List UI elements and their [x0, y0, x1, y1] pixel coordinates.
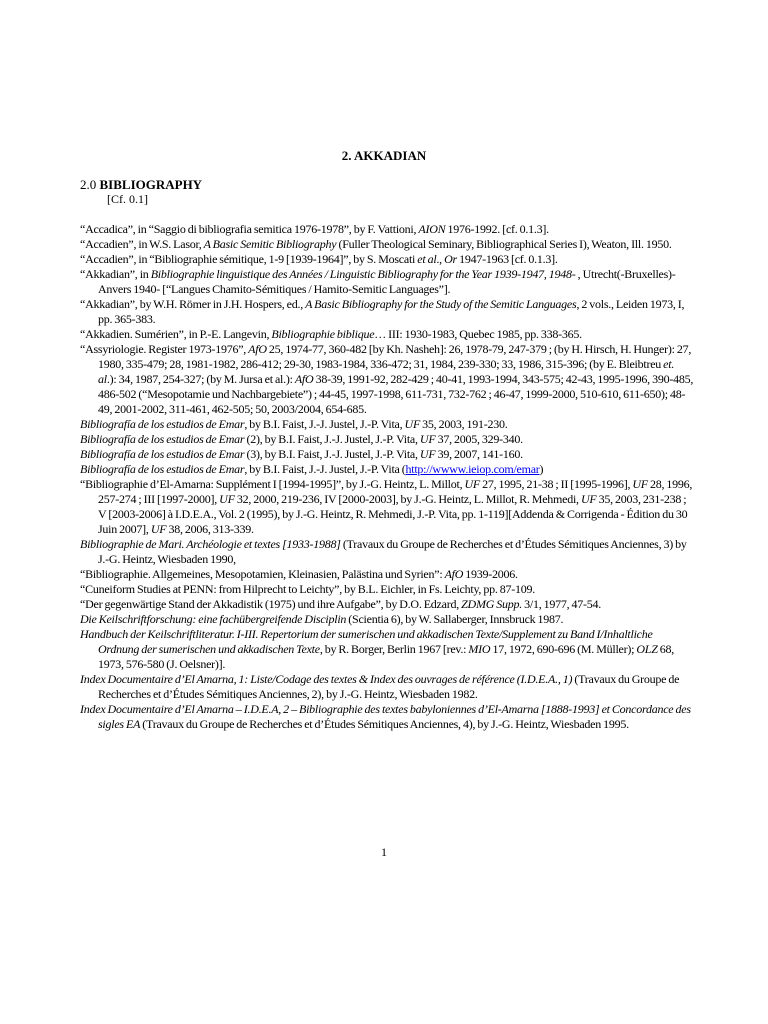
entry-text: “Accadien”, in W.S. Lasor, [80, 237, 204, 251]
entry-text: “Cuneiform Studies at PENN: from Hilprecht to Leichty”, by B.L. Eichler, in Fs. Leichty, pp. 87-109. [80, 582, 535, 596]
italic-title: UF [150, 522, 167, 536]
bibliography-entry [80, 702, 694, 732]
entry-text: 1939-2006. [463, 567, 518, 581]
entry-text: , Utrecht(-Bruxelles)-Anvers 1940- [“Langues Chamito-Sémitiques / Hamito-Semitic Languages”]. [98, 267, 676, 296]
entry-text: .): 34, 1987, 254-327; (by M. Jursa et al.): [106, 372, 295, 386]
italic-title: Bibliografía de los estudios de Emar [80, 417, 245, 431]
section-note: [Cf. 0.1] [107, 192, 148, 206]
entry-text: (2), by B.I. Faist, J.-J. Justel, J.-P. Vita, [244, 432, 420, 446]
entry-text: “Der gegenwärtige Stand der Akkadistik (1975) und ihre Aufgabe”, by D.O. Edzard, [80, 597, 462, 611]
bibliography-entry [80, 252, 694, 267]
italic-title: Index Documentaire d’El Amarna, 1: Liste/Codage des textes & Index des ouvrages de référence (I.D.E.A., 1) [80, 672, 573, 686]
bibliography-entry [80, 582, 694, 597]
italic-title: OLZ [636, 642, 658, 656]
entry-text: “Bibliographie. Allgemeines, Mesopotamien, Kleinasien, Palästina und Syrien”: [80, 567, 445, 581]
entry-text: 37, 2005, 329-340. [435, 432, 523, 446]
entry-text: 68, 1973, 576-580 (J. Oelsner)]. [98, 642, 675, 671]
section-heading: BIBLIOGRAPHY [99, 177, 203, 192]
entry-text: “Akkadien. Sumérien”, in P.-E. Langevin, [80, 327, 272, 341]
italic-title: Bibliografía de los estudios de Emar [80, 462, 245, 476]
italic-title: MIO [468, 642, 491, 656]
entry-text: (3), by B.I. Faist, J.-J. Justel, J.-P. Vita, [244, 447, 420, 461]
bibliography-entry [80, 237, 694, 252]
entry-text: 25, 1974-77, 360-482 [by Kh. Nasheh]: 26, 1978-79, 247-379 ; (by H. Hirsch, H. Hunger): 27, 1980, 335-479; 28, 1981-1982, 286-412; 29-30, 1983-1984, 336-472; 31, 1984, 239-330; 33, 1986, 315-396; (by E. Bleibtreu [98, 342, 692, 371]
italic-title: AfO [294, 372, 314, 386]
italic-title: UF [419, 447, 436, 461]
bibliography-entry [80, 477, 694, 537]
entry-text: 17, 1972, 690-696 (M. Müller); [490, 642, 637, 656]
entry-text: , by B.I. Faist, J.-J. Justel, J.-P. Vita ( [244, 462, 406, 476]
italic-title: UF [632, 477, 648, 491]
entry-text: “Bibliographie d’El-Amarna: Supplément I [1994-1995]”, by J.-G. Heintz, L. Millot, [80, 477, 465, 491]
bibliography-list [80, 222, 694, 732]
bibliography-entry [80, 597, 694, 612]
entry-text: 28, 1996, 257-274 ; III [1997-2000], [98, 477, 693, 506]
italic-title: Bibliografía de los estudios de Emar [80, 447, 245, 461]
italic-title: Or [444, 252, 457, 266]
entry-text: 38-39, 1991-92, 282-429 ; 40-41, 1993-1994, 343-575; 42-43, 1995-1996, 390-485, 486-502 (“Mesopotamie und Nachbargebiete”) ; 44-45, 1997-1998, 611-731, 732-762 ; 46-47, 1999-2000, 510-610, 611-650); 48-49, 2001-2002, 311-461, 462-505; 50, 2003/2004, 654-685. [98, 372, 694, 416]
italic-title: Bibliographie biblique [271, 327, 375, 341]
entry-text: , by R. Borger, Berlin 1967 [rev.: [319, 642, 469, 656]
italic-title: AION [418, 222, 446, 236]
entry-text: 1976-1992. [cf. 0.1.3]. [445, 222, 549, 236]
bibliography-entry [80, 447, 694, 462]
bibliography-entry [80, 567, 694, 582]
entry-text: , by B.I. Faist, J.-J. Justel, J.-P. Vita, [244, 417, 405, 431]
italic-title: Die Keilschriftforschung: eine fachübergreifende Disciplin [80, 612, 347, 626]
italic-title: UF [580, 492, 597, 506]
italic-title: Bibliographie de Mari. Archéologie et textes [1933-1988] [80, 537, 341, 551]
italic-title: A Basic Bibliography for the Study of the Semitic Languages [305, 297, 577, 311]
bibliography-entry [80, 417, 694, 432]
italic-title: UF [419, 432, 436, 446]
url-link[interactable]: http://wwww.ieiop.com/emar [405, 462, 540, 476]
italic-title: AfO [248, 342, 267, 356]
entry-text: 39, 2007, 141-160. [435, 447, 523, 461]
entry-text: ) [539, 462, 544, 476]
section-number: 2.0 [80, 177, 97, 192]
entry-text: “Assyriologie. Register 1973-1976”, [80, 342, 249, 356]
bibliography-entry [80, 297, 694, 327]
bibliography-entry [80, 462, 694, 477]
entry-text: “Akkadian”, in [80, 267, 151, 281]
bibliography-entry [80, 612, 694, 627]
entry-text: 35, 2003, 231-238 ; V [2003-2006] à I.D.E.A., Vol. 2 (1995), by J.-G. Heintz, R. Mehmedi, J.-P. Vita, pp. 1-119][Addenda & Corrigenda - Édition du 30 Juin 2007], [98, 492, 688, 536]
page-title: 2. AKKADIAN [341, 148, 427, 163]
page-number: 1 [381, 845, 387, 859]
italic-title: UF [404, 417, 421, 431]
bibliography-entry [80, 327, 694, 342]
section-header [80, 177, 700, 207]
italic-title: Index Documentaire d’El Amarna – I.D.E.A, 2 – Bibliographie des textes babyloniennes d’El-Amarna [1888-1993] et Concordance des sigles EA [80, 702, 691, 731]
entry-text: 32, 2000, 219-236, IV [2000-2003], by J.-G. Heintz, L. Millot, R. Mehmedi, [234, 492, 581, 506]
entry-text: 38, 2006, 313-339. [166, 522, 254, 536]
entry-text: 1947-1963 [cf. 0.1.3]. [456, 252, 558, 266]
entry-text: (Travaux du Groupe de Recherches et d’Études Sémitiques Anciennes, 4), by J.-G. Heintz, Wiesbaden 1995. [140, 717, 629, 731]
bibliography-entry [80, 627, 694, 672]
bibliography-entry [80, 672, 694, 702]
bibliography-entry [80, 537, 694, 567]
italic-title: ZDMG Supp. [461, 597, 523, 611]
entry-text: 27, 1995, 21-38 ; II [1995-1996], [480, 477, 633, 491]
entry-text: (Travaux du Groupe de Recherches et d’Études Sémitiques Anciennes, 2), by J.-G. Heintz, Wiesbaden 1982. [98, 672, 680, 701]
bibliography-entry [80, 267, 694, 297]
entry-text: (Travaux du Groupe de Recherches et d’Études Sémitiques Anciennes, 3) by J.-G. Heintz, Wiesbaden 1990, [98, 537, 687, 566]
entry-text: “Accadien”, in “Bibliographie sémitique, 1-9 [1939-1964]”, by S. Moscati [80, 252, 418, 266]
italic-title: A Basic Semitic Bibliography [203, 237, 337, 251]
italic-title: et. al [98, 357, 675, 386]
entry-text: “Accadica”, in “Saggio di bibliografia semitica 1976-1978”, by F. Vattioni, [80, 222, 419, 236]
bibliography-entry [80, 222, 694, 237]
italic-title: UF [464, 477, 480, 491]
entry-text: “Akkadian”, by W.H. Römer in J.H. Hospers, ed., [80, 297, 306, 311]
italic-title: UF [219, 492, 235, 506]
italic-title: et al [417, 252, 437, 266]
italic-title: Handbuch der Keilschriftliteratur. I-III. Repertorium der sumerischen und akkadischen Texte/Supplement zu Band I/Inhaltliche Ordnung der sumerischen und akkadischen Texte [80, 627, 653, 656]
entry-text: , 2 vols., Leiden 1973, I, pp. 365-383. [98, 297, 685, 326]
entry-text: 3/1, 1977, 47-54. [522, 597, 602, 611]
bibliography-entry [80, 432, 694, 447]
entry-text: (Scientia 6), by W. Sallaberger, Innsbruck 1987. [346, 612, 564, 626]
italic-title: Bibliographie linguistique des Années / Linguistic Bibliography for the Year 1939-1947, 1948- [150, 267, 576, 281]
italic-title: AfO [444, 567, 464, 581]
entry-text: 35, 2003, 191-230. [420, 417, 508, 431]
entry-text: ., [436, 252, 445, 266]
entry-text: (Fuller Theological Seminary, Bibliographical Series I), Weaton, Ill. 1950. [336, 237, 672, 251]
italic-title: Bibliografía de los estudios de Emar [80, 432, 245, 446]
bibliography-entry [80, 342, 694, 417]
entry-text: … III: 1930-1983, Quebec 1985, pp. 338-365. [374, 327, 582, 341]
